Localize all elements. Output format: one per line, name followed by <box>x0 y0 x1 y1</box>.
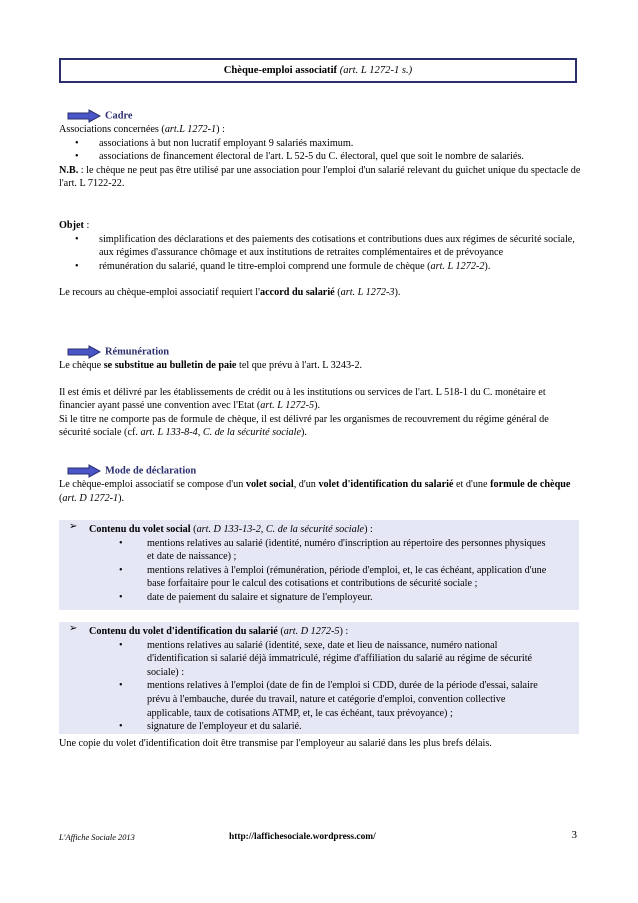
footer-left: L'Affiche Sociale 2013 <box>59 833 135 842</box>
list-item: • mentions relatives à l'emploi (rémunération, période d'emploi, et, le cas échéant, application d'une base forfaitaire pour le calcul des cotisations et contributions de sécurité sociale ; <box>59 564 553 591</box>
arrow-icon <box>67 109 101 123</box>
remuneration-p2: Il est émis et délivré par les établissements de crédit ou à les institutions ou services de l'art. L 518-1 du C. monétaire et financier ayant passé une convention avec l'Etat (art. L 1272-5). <box>59 386 546 412</box>
list-item: • mentions relatives au salarié (identité, numéro d'inscription au répertoire des personnes physiques et date de naissance) ; <box>59 537 553 564</box>
volet-identification-list <box>59 639 579 734</box>
copy-note: Une copie du volet d'identification doit être transmise par l'employeur au salarié dans les plus brefs délais. <box>59 738 492 749</box>
list-item: • mentions relatives au salarié (identité, sexe, date et lieu de naissance, numéro national d'identification si salarié déjà immatriculé, régime d'affiliation du salarié au régime de sécurité sociale) : <box>59 639 549 680</box>
section-cadre <box>59 109 581 191</box>
box-title: Contenu du volet d'identification du salarié <box>89 626 278 637</box>
list-item: • signature de l'employeur et du salarié. <box>59 720 549 734</box>
section-declaration <box>59 464 581 505</box>
objet-list <box>59 233 581 274</box>
volet-social-box: ➢ Contenu du volet social (art. D 133-13-2, C. de la sécurité sociale) : • mentions relatives au salarié (identité, numéro d'inscription au répertoire des personnes physiques et date de naissance) ; • mentions relatives à l'emploi (rémunération, période d'emploi, et, le cas échéant, application d'une base forfaitaire pour le calcul des cotisations et contributions de sécurité sociale ; • date de paiement du salaire et signature de l'employeur. <box>59 520 579 610</box>
list-item: • simplification des déclarations et des paiements des cotisations et contributions dues aux régimes de sécurité sociale, aux régimes d'assurance chômage et aux institutions de retraites complémentaires et de prévoyance <box>59 233 581 260</box>
section-objet <box>59 219 581 300</box>
nb-note: N.B. : le chèque ne peut pas être utilisé par une association pour l'emploi d'un salarié relevant du guichet unique du spectacle de l'art. L 7122-22. <box>59 164 581 190</box>
list-item: • date de paiement du salaire et signature de l'employeur. <box>59 591 553 605</box>
remuneration-p3: Si le titre ne comporte pas de formule de chèque, il est délivré par les organismes de recouvrement du régime général de sécurité sociale (cf. art. L 133-8-4, C. de la sécurité sociale). <box>59 413 549 439</box>
list-item: • mentions relatives à l'emploi (date de fin de l'emploi si CDD, durée de la période d'essai, salaire prévu à l'embauche, durée du travail, nature et catégorie d'emploi, convention collective applicable, taux de cotisations ATMP, et, le cas échéant, taux prévoyance) ; <box>59 679 549 720</box>
box-title: Contenu du volet social <box>89 524 191 535</box>
section-heading: Mode de déclaration <box>105 465 197 477</box>
arrow-bullet-icon: ➢ <box>69 623 78 634</box>
footer-url[interactable]: http://laffichesociale.wordpress.com/ <box>229 832 376 842</box>
arrow-bullet-icon: ➢ <box>69 521 78 532</box>
list-item: • associations à but non lucratif employant 9 salariés maximum. <box>59 137 581 151</box>
title-ref: (art. L 1272-1 s.) <box>339 65 413 76</box>
cadre-list <box>59 137 581 164</box>
objet-label: Objet : <box>59 220 90 231</box>
list-item: • associations de financement électoral de l'art. L 52-5 du C. électoral, quel que soit le nombre de salariés. <box>59 150 581 164</box>
list-item: • rémunération du salarié, quand le titre-emploi comprend une formule de chèque (art. L 1272-2). <box>59 260 581 274</box>
arrow-icon <box>67 345 101 359</box>
remuneration-p1: Le chèque se substitue au bulletin de paie tel que prévu à l'art. L 3243-2. <box>59 360 363 371</box>
arrow-icon <box>67 464 101 478</box>
recours-text: Le recours au chèque-emploi associatif requiert l'accord du salarié (art. L 1272-3). <box>59 287 401 299</box>
declaration-intro: Le chèque-emploi associatif se compose d'un volet social, d'un volet d'identification du salarié et d'une formule de chèque (art. D 1272-1). <box>59 479 571 504</box>
section-heading: Rémunération <box>105 346 170 358</box>
section-remuneration <box>59 345 581 440</box>
page-title <box>59 58 577 83</box>
section-heading: Cadre <box>105 110 133 122</box>
volet-social-list <box>59 537 579 605</box>
cadre-intro: Associations concernées (art.L 1272-1) : <box>59 124 225 135</box>
title-main: Chèque-emploi associatif <box>223 65 338 76</box>
page-number: 3 <box>571 829 577 841</box>
volet-identification-box: ➢ Contenu du volet d'identification du salarié (art. D 1272-5) : • mentions relatives au salarié (identité, sexe, date et lieu de naissance, numéro national d'identification si salarié déjà immatriculé, régime d'affiliation du salarié au régime de sécurité sociale) : • mentions relatives à l'emploi (date de fin de l'emploi si CDD, durée de la période d'essai, salaire prévu à l'embauche, durée du travail, nature et catégorie d'emploi, convention collective applicable, taux de cotisations ATMP, et, le cas échéant, taux prévoyance) ; • signature de l'employeur et du salarié. <box>59 622 579 734</box>
